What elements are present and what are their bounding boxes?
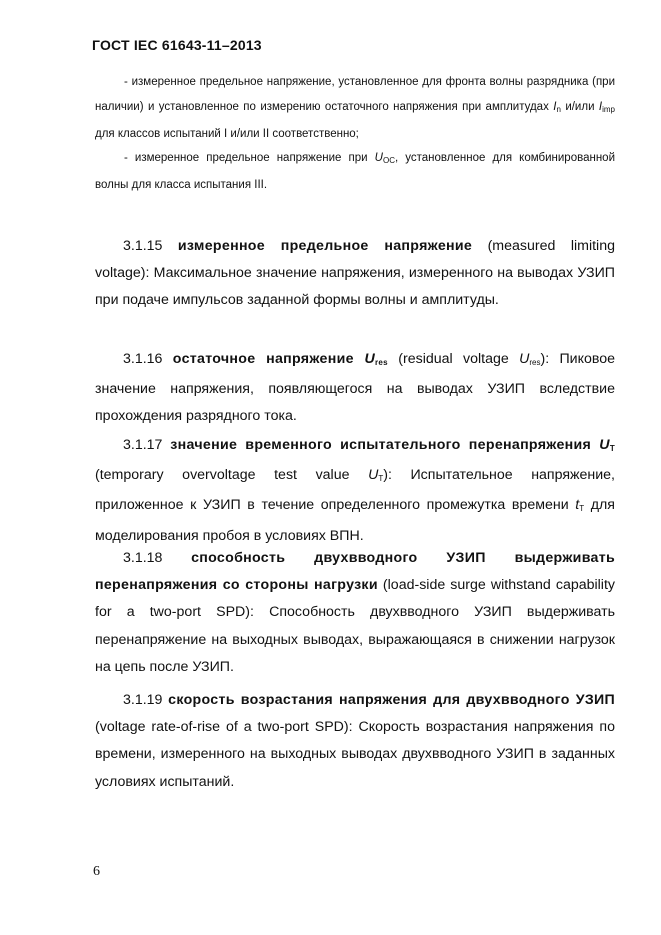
- term-title: значение временного испытательного перенапряжения: [170, 437, 600, 453]
- term-title: скорость возрастания напряжения для двухвводного УЗИП: [168, 692, 615, 708]
- document-header: ГОСТ IEC 61643-11–2013: [92, 37, 262, 53]
- term-3-1-15: 3.1.15 измеренное предельное напряжение (measured limiting voltage): Максимальное значение напряжения, измеренного на выводах УЗИП при подаче импульсов заданной формы волны и амплитуды.: [95, 238, 615, 309]
- term-title: измеренное предельное напряжение: [177, 238, 473, 254]
- term-title: остаточное напряжение: [172, 351, 365, 367]
- term-3-1-17: 3.1.17 значение временного испытательного перенапряжения $U_T$ (temporary overvoltage test value $U_T$): Испытательное напряжение, приложенное к УЗИП в течение определенного промежутка времени $t_T$ для моделирования пробоя в условиях ВПН.: [95, 437, 616, 544]
- page-number: 6: [93, 864, 100, 879]
- term-3-1-19: 3.1.19 скорость возрастания напряжения для двухвводного УЗИП (voltage rate-of-rise of a two-port SPD): Скорость возрастания напряжения по времени, измеренного на выходных выводах двухвводного УЗИП в заданных условиях испытаний.: [95, 692, 615, 790]
- term-3-1-18: 3.1.18 способность двухвводного УЗИП выдерживать перенапряжения со стороны нагрузки (load-side surge withstand capability for a two-port SPD): Способность двухвводного УЗИП выдерживать перенапряжение на выходных выводах, выражающаяся в снижении нагрузок на цепь после УЗИП.: [95, 550, 615, 675]
- list-item-limiting-voltage-classes: - измеренное предельное напряжение, установленное для фронта волны разрядника (при наличии) и установленное по измерению остаточного напряжения при амплитудах $I_n$ и/или $I_{imp}$ для классов испытаний I и/или II соответственно;: [95, 76, 615, 140]
- list-item-combination-wave: - измеренное предельное напряжение при $U_{OC}$, установленное для комбинированной волны для класса испытания III.: [95, 152, 615, 191]
- term-title: способность двухвводного УЗИП выдерживать перенапряжения со стороны нагрузки: [95, 550, 615, 594]
- term-3-1-16: 3.1.16 остаточное напряжение $U_{res}$ (residual voltage $U_{res}$): Пиковое значение напряжения, появляющегося на выводах УЗИП вследствие прохождения разрядного тока.: [95, 351, 616, 425]
